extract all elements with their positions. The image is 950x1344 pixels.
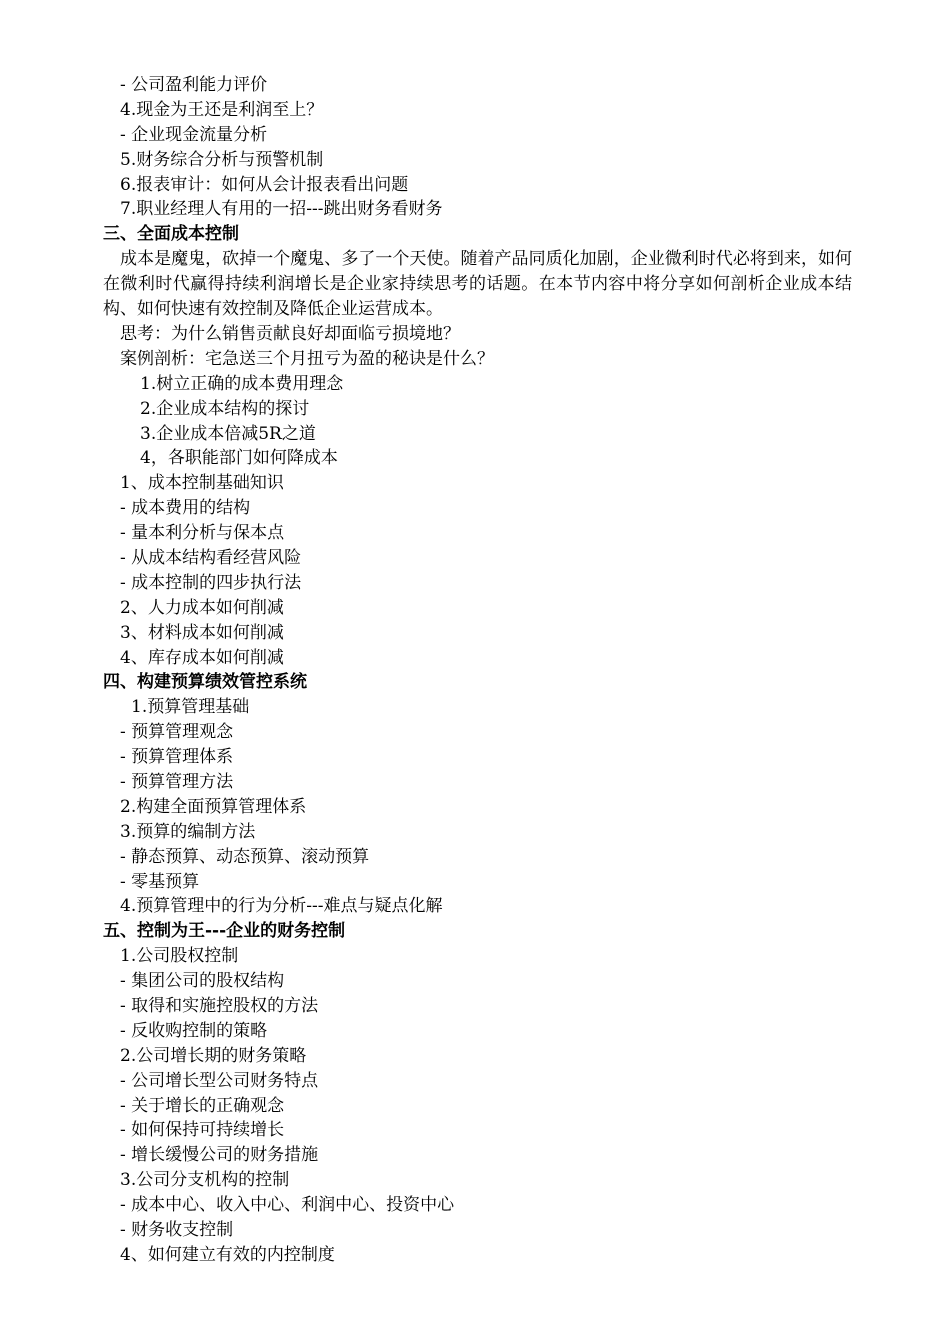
outline-line: 6.报表审计：如何从会计报表看出问题	[120, 174, 409, 195]
outline-line: - 零基预算	[120, 871, 200, 892]
outline-line: 2.公司增长期的财务策略	[120, 1045, 307, 1066]
outline-line: 1.公司股权控制	[120, 946, 239, 967]
outline-line: 4.预算管理中的行为分析---难点与疑点化解	[120, 896, 443, 917]
outline-line: - 成本费用的结构	[120, 498, 251, 519]
outline-top	[0, 73, 950, 247]
outline-line: - 静态预算、动态预算、滚动预算	[120, 846, 370, 867]
outline-line: - 如何保持可持续增长	[120, 1120, 285, 1141]
outline-line: 2、人力成本如何削减	[120, 597, 284, 618]
outline-line: 7.职业经理人有用的一招---跳出财务看财务	[120, 199, 443, 220]
outline-line: - 取得和实施控股权的方法	[120, 996, 319, 1016]
outline-line: 思考：为什么销售贡献良好却面临亏损境地？	[120, 323, 460, 344]
outline-line: - 集团公司的股权结构	[120, 971, 285, 992]
document-page	[0, 73, 950, 1268]
outline-line: - 财务收支控制	[120, 1220, 234, 1241]
outline-line: 3.企业成本倍减5R之道	[140, 423, 316, 444]
outline-line: - 预算管理方法	[120, 771, 234, 792]
outline-line: 1.预算管理基础	[131, 697, 250, 718]
outline-line: 3.预算的编制方法	[120, 821, 256, 842]
section-heading: 四、构建预算绩效管控系统	[103, 672, 307, 693]
outline-line: - 预算管理体系	[120, 747, 234, 768]
outline-line: 案例剖析：宅急送三个月扭亏为盈的秘诀是什么？	[120, 348, 494, 369]
outline-line: 3.公司分支机构的控制	[120, 1170, 290, 1191]
outline-line: - 从成本结构看经营风险	[120, 547, 302, 568]
outline-line: 4，各职能部门如何降成本	[140, 448, 338, 469]
outline-line: 4、库存成本如何削减	[120, 647, 284, 668]
outline-line: 5.财务综合分析与预警机制	[120, 149, 324, 170]
outline-line: - 预算管理观念	[120, 722, 234, 743]
outline-line: 4、如何建立有效的内控制度	[120, 1244, 335, 1265]
outline-line: 3、材料成本如何削减	[120, 622, 284, 643]
outline-line: - 成本控制的四步执行法	[120, 572, 302, 593]
outline-line: - 企业现金流量分析	[120, 124, 268, 145]
outline-line: - 增长缓慢公司的财务措施	[120, 1145, 319, 1166]
outline-line: - 公司盈利能力评价	[120, 75, 268, 95]
outline-bottom	[0, 322, 950, 1268]
outline-line: 2.构建全面预算管理体系	[120, 796, 307, 817]
outline-line: 2.企业成本结构的探讨	[140, 398, 310, 419]
outline-line: - 反收购控制的策略	[120, 1020, 268, 1041]
outline-line: - 量本利分析与保本点	[120, 523, 285, 544]
section-heading: 三、全面成本控制	[103, 224, 239, 245]
outline-line: 1、成本控制基础知识	[120, 473, 284, 494]
outline-line: 4.现金为王还是利润至上？	[120, 99, 324, 120]
cost-intro-paragraph: 成本是魔鬼，砍掉一个魔鬼、多了一个天使。随着产品同质化加剧，企业微利时代必将到来，如何在微利时代赢得持续利润增长是企业家持续思考的话题。在本节内容中将分享如何剖析企业成本结构、如何快速有效控制及降低企业运营成本。	[103, 249, 852, 320]
section-heading: 五、控制为王---企业的财务控制	[103, 921, 346, 942]
outline-line: 1.树立正确的成本费用理念	[140, 373, 344, 394]
outline-line: - 成本中心、收入中心、利润中心、投资中心	[120, 1195, 455, 1216]
outline-line: - 公司增长型公司财务特点	[120, 1070, 319, 1091]
outline-line: - 关于增长的正确观念	[120, 1095, 285, 1116]
